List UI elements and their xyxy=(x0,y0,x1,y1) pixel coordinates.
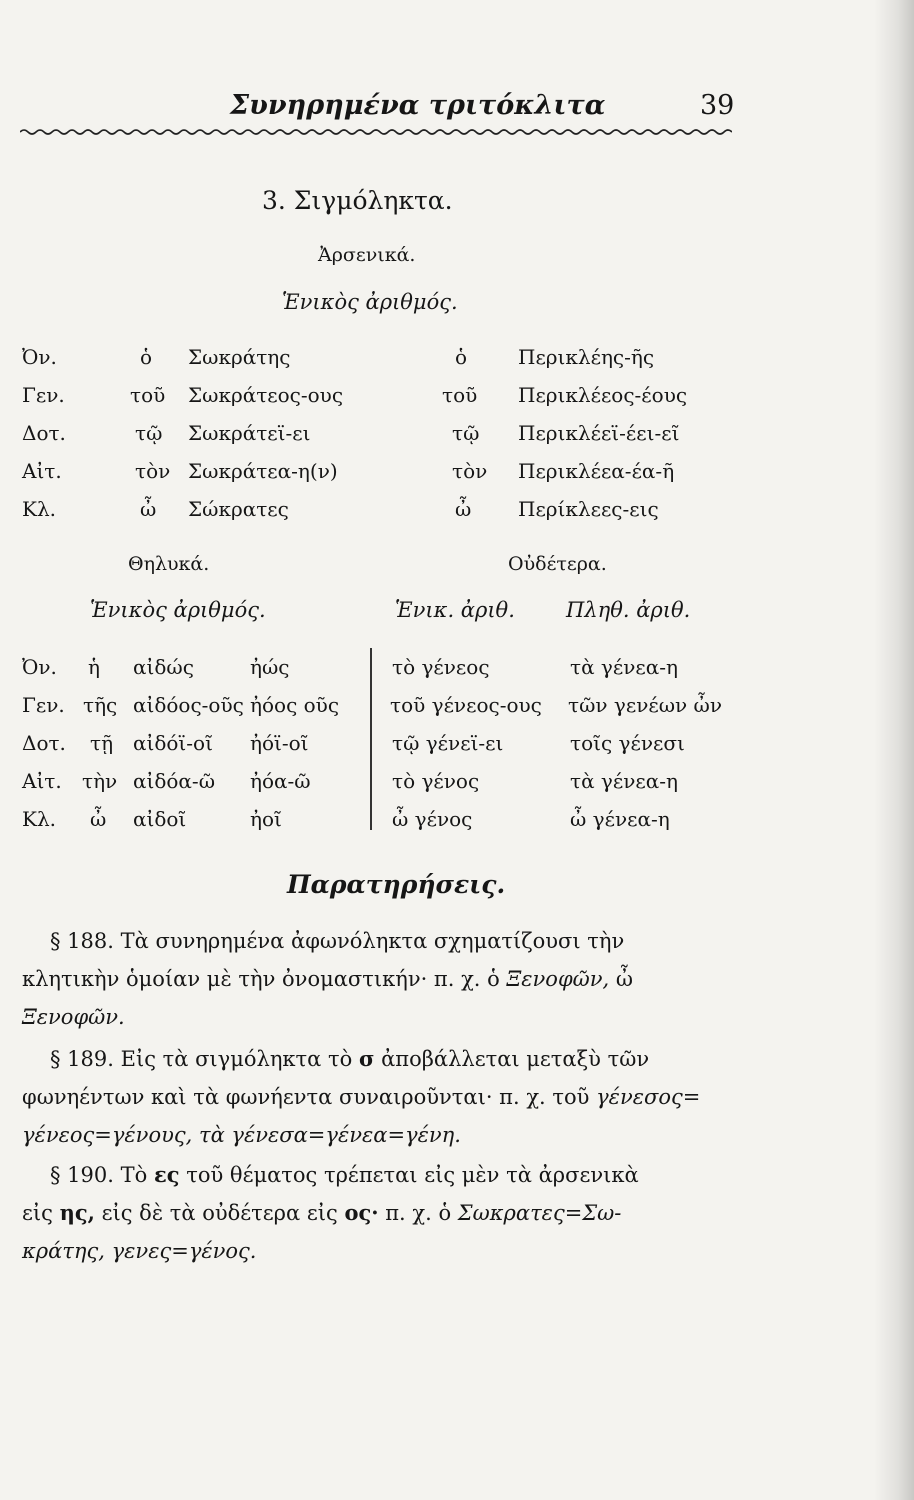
paragraph-text: Τὰ συνηρημένα ἀφωνόληκτα σχηματίζουσι τὴν xyxy=(120,929,625,953)
masculine-label: Ἀρσενικά. xyxy=(318,244,416,266)
case-label: Γεν. xyxy=(22,693,65,717)
neuter-plural-form: τὰ γένεα-η xyxy=(570,769,679,793)
socrates-form: Σώκρατες xyxy=(188,497,289,521)
aidos-form: αἰδοῖ xyxy=(133,807,187,831)
article: τοῦ xyxy=(442,383,478,407)
neuter-label: Οὐδέτερα. xyxy=(508,553,607,575)
case-label: Αἰτ. xyxy=(22,769,62,793)
paragraph-text: π. χ. ὁ xyxy=(385,1201,452,1225)
eos-form: ἠώς xyxy=(250,655,290,679)
section-number: § 190. xyxy=(50,1163,114,1187)
paragraph-189 xyxy=(22,1040,742,1154)
ending-es: ες xyxy=(153,1162,180,1187)
section-title: 3. Σιγμόληκτα. xyxy=(262,186,453,215)
socrates-form: Σωκράτεα-η(ν) xyxy=(188,459,338,483)
neuter-singular-form: τῷ γένεϊ-ει xyxy=(392,731,504,755)
pericles-form: Περικλέεα-έα-ῆ xyxy=(518,459,675,483)
paragraph-text: τοῦ θέματος τρέπεται εἰς μὲν τὰ ἀρσενικὰ xyxy=(186,1163,639,1187)
example-word: γένεος=γένους, τὰ γένεσα=γένεα=γένη. xyxy=(22,1123,461,1147)
sigma-letter: σ xyxy=(358,1046,375,1071)
article: ὦ xyxy=(90,807,107,831)
case-label: Δοτ. xyxy=(22,421,66,445)
article: τὸν xyxy=(135,459,171,483)
neuter-subhead-singular: Ἑνικ. ἀριθ. xyxy=(395,598,515,622)
eos-form: ἠόϊ-οῖ xyxy=(250,731,309,755)
paragraph-188 xyxy=(22,922,742,1036)
article: τὸν xyxy=(452,459,488,483)
pericles-form: Περικλέης-ῆς xyxy=(518,345,655,369)
eos-form: ἠόος οῦς xyxy=(250,693,340,717)
neuter-plural-form: τῶν γενέων ὦν xyxy=(568,693,723,717)
article: ὁ xyxy=(140,345,153,369)
aidos-form: αἰδόος-οῦς xyxy=(133,693,244,717)
pericles-form: Περίκλεες-εις xyxy=(518,497,659,521)
article: τῷ xyxy=(135,421,163,445)
socrates-form: Σωκράτεος-ους xyxy=(188,383,344,407)
paragraph-text: Τὸ xyxy=(120,1163,148,1187)
aidos-form: αἰδώς xyxy=(133,655,194,679)
feminine-label: Θηλυκά. xyxy=(128,553,210,575)
case-label: Αἰτ. xyxy=(22,459,62,483)
ending-hs: ης, xyxy=(59,1200,95,1225)
aidos-form: αἰδόα-ῶ xyxy=(133,769,216,793)
example-word: Ξενοφῶν. xyxy=(22,1005,125,1029)
case-label: Ὀν. xyxy=(22,655,57,679)
neuter-singular-form: τὸ γένεος xyxy=(392,655,490,679)
article: τῇ xyxy=(90,731,114,755)
page-number: 39 xyxy=(700,90,735,121)
ending-os: ος· xyxy=(344,1200,379,1225)
article: τὴν xyxy=(82,769,118,793)
pericles-form: Περικλέεος-έους xyxy=(518,383,688,407)
feminine-subhead: Ἑνικὸς ἀριθμός. xyxy=(90,598,266,622)
socrates-form: Σωκράτεϊ-ει xyxy=(188,421,311,445)
paragraph-190 xyxy=(22,1156,742,1270)
neuter-plural-form: ὦ γένεα-η xyxy=(570,807,670,831)
case-label: Κλ. xyxy=(22,807,56,831)
socrates-form: Σωκράτης xyxy=(188,345,291,369)
masculine-subhead: Ἑνικὸς ἀριθμός. xyxy=(282,290,458,314)
neuter-subhead-plural: Πληθ. ἀριθ. xyxy=(566,598,691,622)
neuter-singular-form: τοῦ γένεος-ους xyxy=(390,693,542,717)
example-word: γένεσος= xyxy=(596,1085,701,1109)
page-edge-shadow xyxy=(874,0,914,1500)
eos-form: ἠόα-ῶ xyxy=(250,769,311,793)
pericles-form: Περικλέεϊ-έει-εῖ xyxy=(518,421,680,445)
article: τῆς xyxy=(83,693,118,717)
case-label: Ὀν. xyxy=(22,345,57,369)
paragraph-text: ἀποβάλλεται μεταξὺ τῶν xyxy=(381,1047,650,1071)
section-number: § 188. xyxy=(50,929,114,953)
paragraph-text: εἰς xyxy=(22,1201,53,1225)
neuter-plural-form: τὰ γένεα-η xyxy=(570,655,679,679)
article: ὦ xyxy=(140,497,157,521)
article: τῷ xyxy=(452,421,480,445)
aidos-form: αἰδόϊ-οῖ xyxy=(133,731,213,755)
paragraph-text: κλητικὴν ὁμοίαν μὲ τὴν ὀνομαστικήν· π. χ. ὁ xyxy=(22,967,500,991)
wavy-rule xyxy=(20,126,732,138)
article: τοῦ xyxy=(130,383,166,407)
example-word: Ξενοφῶν, xyxy=(506,967,610,991)
neuter-singular-form: ὦ γένος xyxy=(392,807,473,831)
paragraph-text: ὦ xyxy=(615,967,634,991)
observations-title: Παρατηρήσεις. xyxy=(287,870,506,899)
paragraph-text: Εἰς τὰ σιγμόληκτα τὸ xyxy=(120,1047,353,1071)
article: ὦ xyxy=(455,497,472,521)
example-word: κράτης, γενες=γένος. xyxy=(22,1239,257,1263)
case-label: Γεν. xyxy=(22,383,65,407)
example-word: Σωκρατες=Σω- xyxy=(457,1201,622,1225)
eos-form: ἠοῖ xyxy=(250,807,282,831)
paragraph-text: εἰς δὲ τὰ οὐδέτερα εἰς xyxy=(101,1201,338,1225)
neuter-plural-form: τοῖς γένεσι xyxy=(570,731,685,755)
case-label: Δοτ. xyxy=(22,731,66,755)
article: ὁ xyxy=(455,345,468,369)
running-title: Συνηρημένα τριτόκλιτα xyxy=(230,90,606,121)
neuter-singular-form: τὸ γένος xyxy=(392,769,480,793)
paragraph-text: φωνηέντων καὶ τὰ φωνήεντα συναιροῦνται· π. χ. τοῦ xyxy=(22,1085,590,1109)
article: ἡ xyxy=(88,655,100,679)
section-number: § 189. xyxy=(50,1047,114,1071)
column-divider xyxy=(370,648,372,830)
case-label: Κλ. xyxy=(22,497,56,521)
